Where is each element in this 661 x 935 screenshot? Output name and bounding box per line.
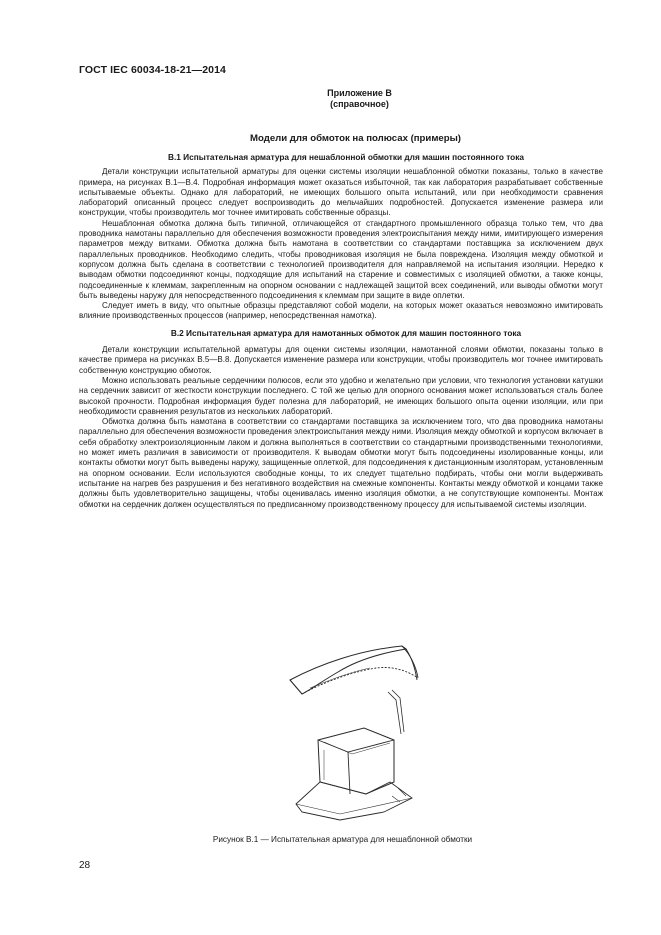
standard-header: ГОСТ IEC 60034-18-21—2014 bbox=[79, 64, 226, 76]
page-title: Модели для обмоток на полюсах (примеры) bbox=[250, 133, 461, 144]
winding-fixture-drawing bbox=[280, 642, 450, 822]
section-2-paragraph: Детали конструкции испытательной арматуры для оценки системы изоляции, намотанной слоями обмотки, показаны только в качестве примера на рисунках В.5—В.8. Допускается изменение размера или конструкции, чтобы производитель мог точнее имитировать собственную конструкцию обмоток. bbox=[79, 345, 603, 375]
appendix-name: Приложение В bbox=[327, 88, 392, 98]
section-1-paragraph: Следует иметь в виду, что опытные образцы представляют собой модели, на которых может оказаться невозможно имитировать влияние производственных процессов (например, непосредственная намотка). bbox=[79, 301, 603, 321]
section-2-paragraph: Обмотка должна быть намотана в соответствии со стандартами поставщика за исключением того, что два проводника намотаны параллельно для обеспечения возможности проведения электроиспытания между ними. Изоляция между обмоткой и корпусом включает в себя обработку электроизоляционным лаком и должна выполняться в соответствии со стандартными производственными технологиями, но может иметь различия в зависимости от производителя. К выводам обмотки могут быть подсоединены изолированные концы, или контакты обмотки могут быть выведены наружу, защищенные оплеткой, для подсоединения к дистанционным изоляторам, установленным на опорном основании. Если используются свободные концы, то их следует тщательно подбирать, чтобы они могли выдерживать испытание на нагрев без разрушения и без негативного воздействия на смежные компоненты. Контакты между обмоткой и концами также должны быть удовлетворительно защищены, чтобы оценивалась именно изоляция обмотки, а не сопутствующие компоненты. Монтаж обмотки на сердечник должен осуществляться по предписанному производственному процессу для испытываемой системы изоляции. bbox=[79, 417, 603, 509]
section-2-heading: В.2 Испытательная арматура для намотанных обмоток для машин постоянного тока bbox=[170, 327, 522, 338]
section-1-heading: В.1 Испытательная арматура для нешаблонной обмотки для машин постоянного тока bbox=[167, 152, 525, 162]
figure-caption: Рисунок В.1 — Испытательная арматура для нешаблонной обмотки bbox=[212, 835, 473, 844]
section-1-paragraph: Детали конструкции испытательной арматуры для оценки системы изоляции нешаблонной обмотки показаны, только в качестве примера, на рисунках В.1—В.4. Подробная информация может оказаться избыточной, так как лаборатория разрабатывает собственные испытываемые объекты. Однако для лабораторий, не имеющих большого опыта испытаний, или при необходимости сравнения лабораторий описанный процесс следует воспроизводить до мельчайших подробностей. Допускается изменение размера или конструкции, чтобы производитель мог точнее имитировать собственные образцы. bbox=[79, 167, 603, 218]
page-number: 28 bbox=[79, 860, 91, 871]
document-body bbox=[79, 152, 603, 510]
appendix-note: (справочное) bbox=[330, 99, 389, 109]
section-1-paragraph: Нешаблонная обмотка должна быть типичной, отличающейся от стандартного промышленного образца только тем, что два проводника намотаны параллельно для обеспечения возможности проведения электроиспытания между ними, имитирующего измерения параметров между витками. Обмотка должна быть намотана в соответствии со стандартами поставщика за исключением двух параллельных проводников. Необходимо следить, чтобы проводниковая изоляция не была повреждена. Изоляция между обмоткой и корпусом должна быть сделана в соответствии с технологией производителя для направляемой на испытания изоляции. Нередко к выводам обмотки подсоединяют концы, подходящие для испытаний на старение и совместимых с изоляцией обмотки, а также концы, подсоединенные к клеммам, закрепленным на опорном основании с надлежащей защитой всех соединений, или выводы обмотки могут быть выведены наружу для непосредственного подсоединения к клеммам при защите в виде оплетки. bbox=[79, 218, 603, 300]
appendix-label bbox=[0, 88, 661, 110]
section-2-paragraph: Можно использовать реальные сердечники полюсов, если это удобно и желательно при условии, что технология установки катушки на сердечник зависит от жесткости конструкции последнего. С той же целью для опорного основания может использоваться сталь более высокой прочности. Подробная информация будет полезна для лабораторий, не имеющих большого опыта оценки изоляции, или при необходимости сравнения результатов из нескольких лабораторий. bbox=[79, 375, 603, 416]
